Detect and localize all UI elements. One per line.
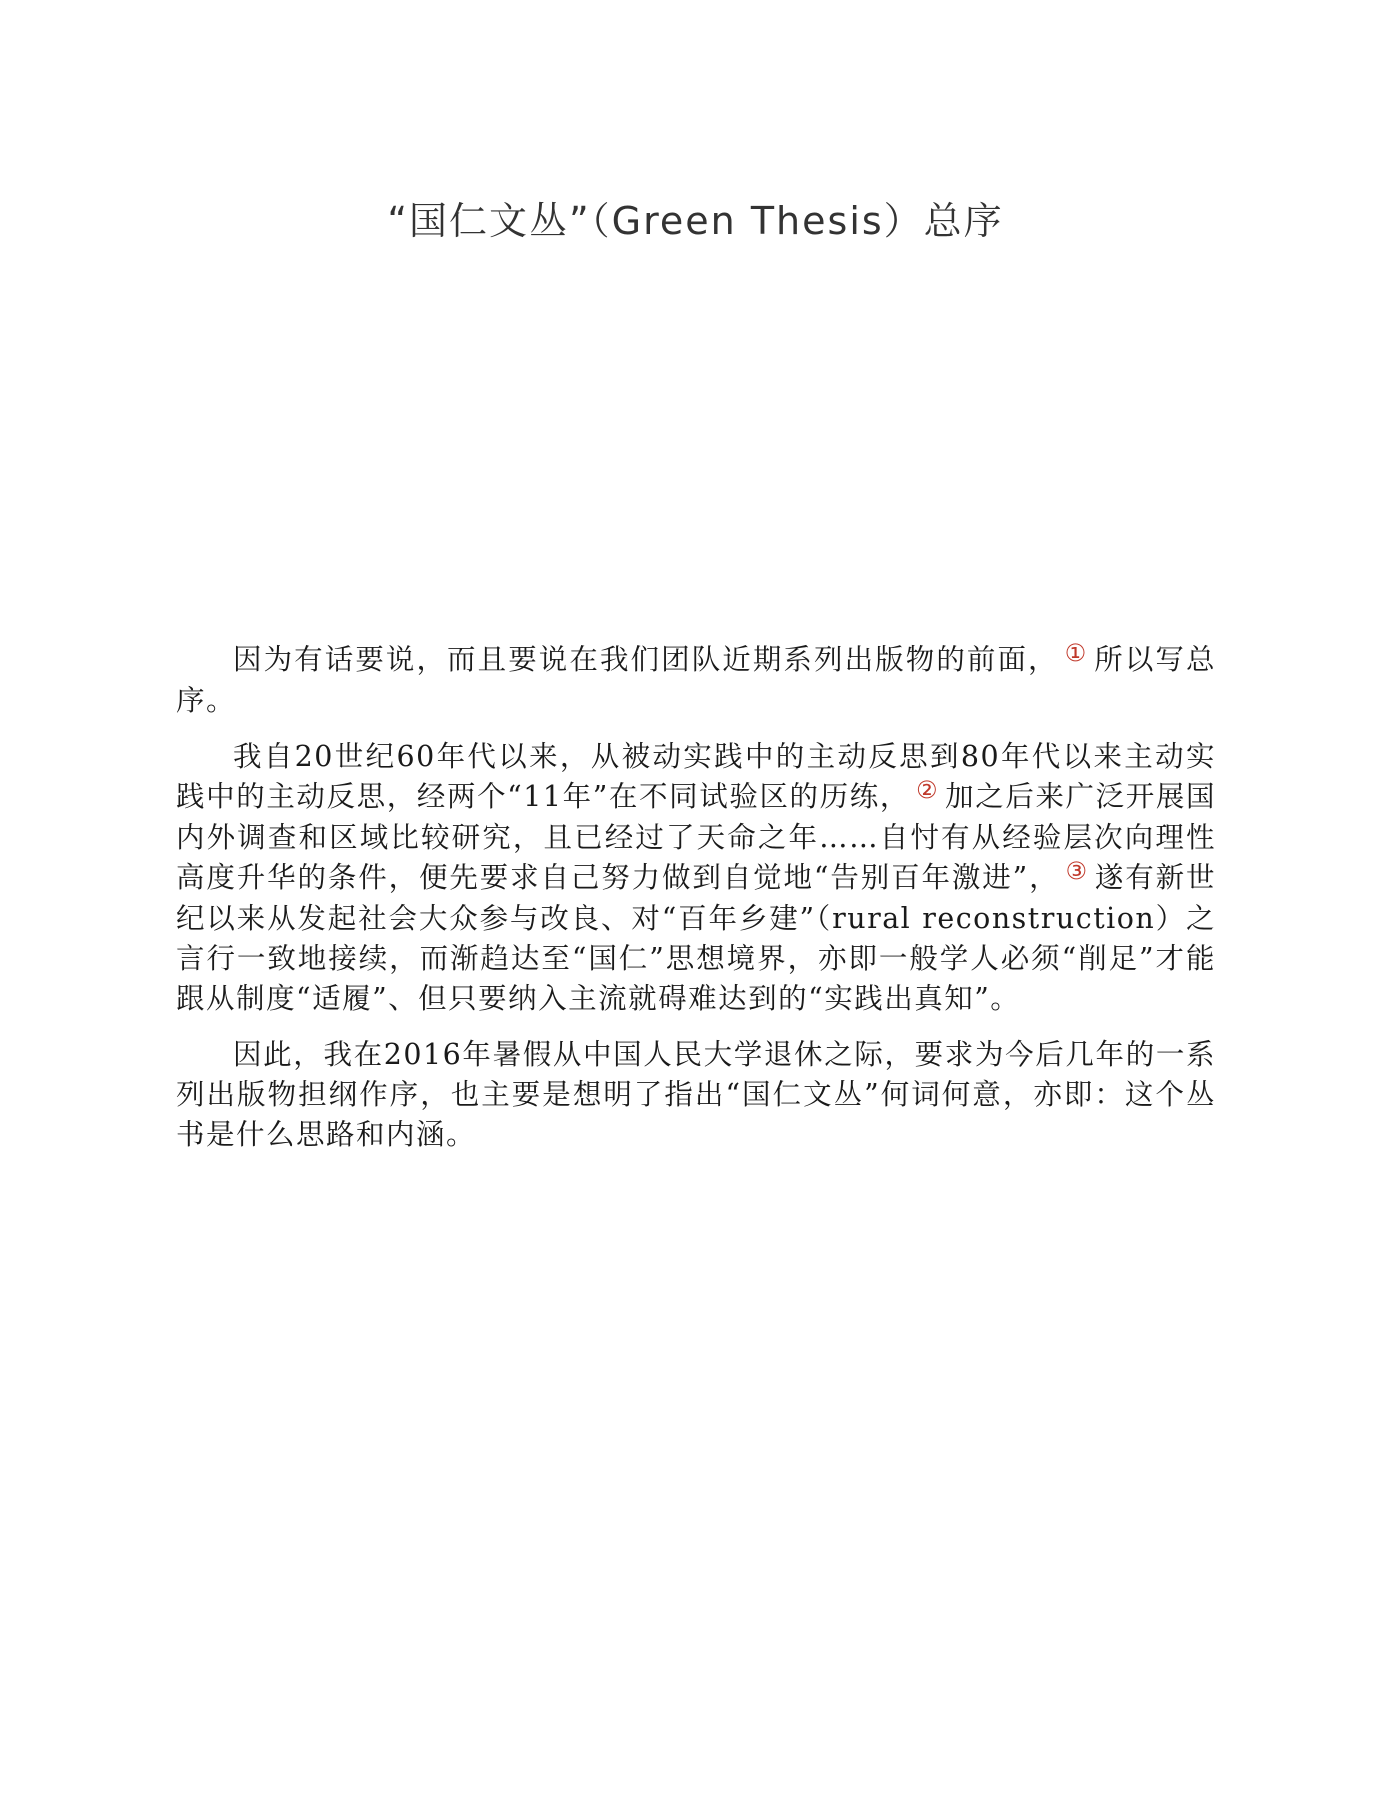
page-title: “国仁文丛”（Green Thesis）总序 — [387, 199, 1004, 243]
footnote-marker-3[interactable]: ③ — [1065, 857, 1089, 885]
body-text — [176, 640, 1216, 1171]
paragraph-text: 我自20世纪60年代以来，从被动实践中的主动反思到80年代以来主动实践中的主动反思，经两个“11年”在不同试验区的历练， — [176, 740, 1216, 813]
paragraph-text: 遂有新世纪以来从发起社会大众参与改良、对“百年乡建”（rural reconstruction）之言行一致地接续，而渐趋达至“国仁”思想境界，亦即一般学人必须“削足”才能跟从制度“适履”、但只要纳入主流就碍难达到的“实践出真知”。 — [176, 861, 1216, 1015]
paragraph-text: 所以写总序。 — [176, 643, 1216, 717]
paragraph-3 — [176, 1035, 1216, 1155]
paragraph-2 — [176, 737, 1216, 1019]
paragraph-1 — [176, 640, 1216, 721]
footnote-marker-2[interactable]: ② — [916, 776, 940, 804]
paragraph-text: 加之后来广泛开展国内外调查和区域比较研究，且已经过了天命之年……自忖有从经验层次向理性高度升华的条件，便先要求自己努力做到自觉地“告别百年激进”， — [176, 780, 1216, 894]
footnote-marker-1[interactable]: ① — [1064, 639, 1089, 667]
paragraph-text: 因此，我在2016年暑假从中国人民大学退休之际，要求为今后几年的一系列出版物担纲作序，也主要是想明了指出“国仁文丛”何词何意，亦即：这个丛书是什么思路和内涵。 — [176, 1038, 1216, 1151]
paragraph-text: 因为有话要说，而且要说在我们团队近期系列出版物的前面， — [233, 643, 1059, 676]
